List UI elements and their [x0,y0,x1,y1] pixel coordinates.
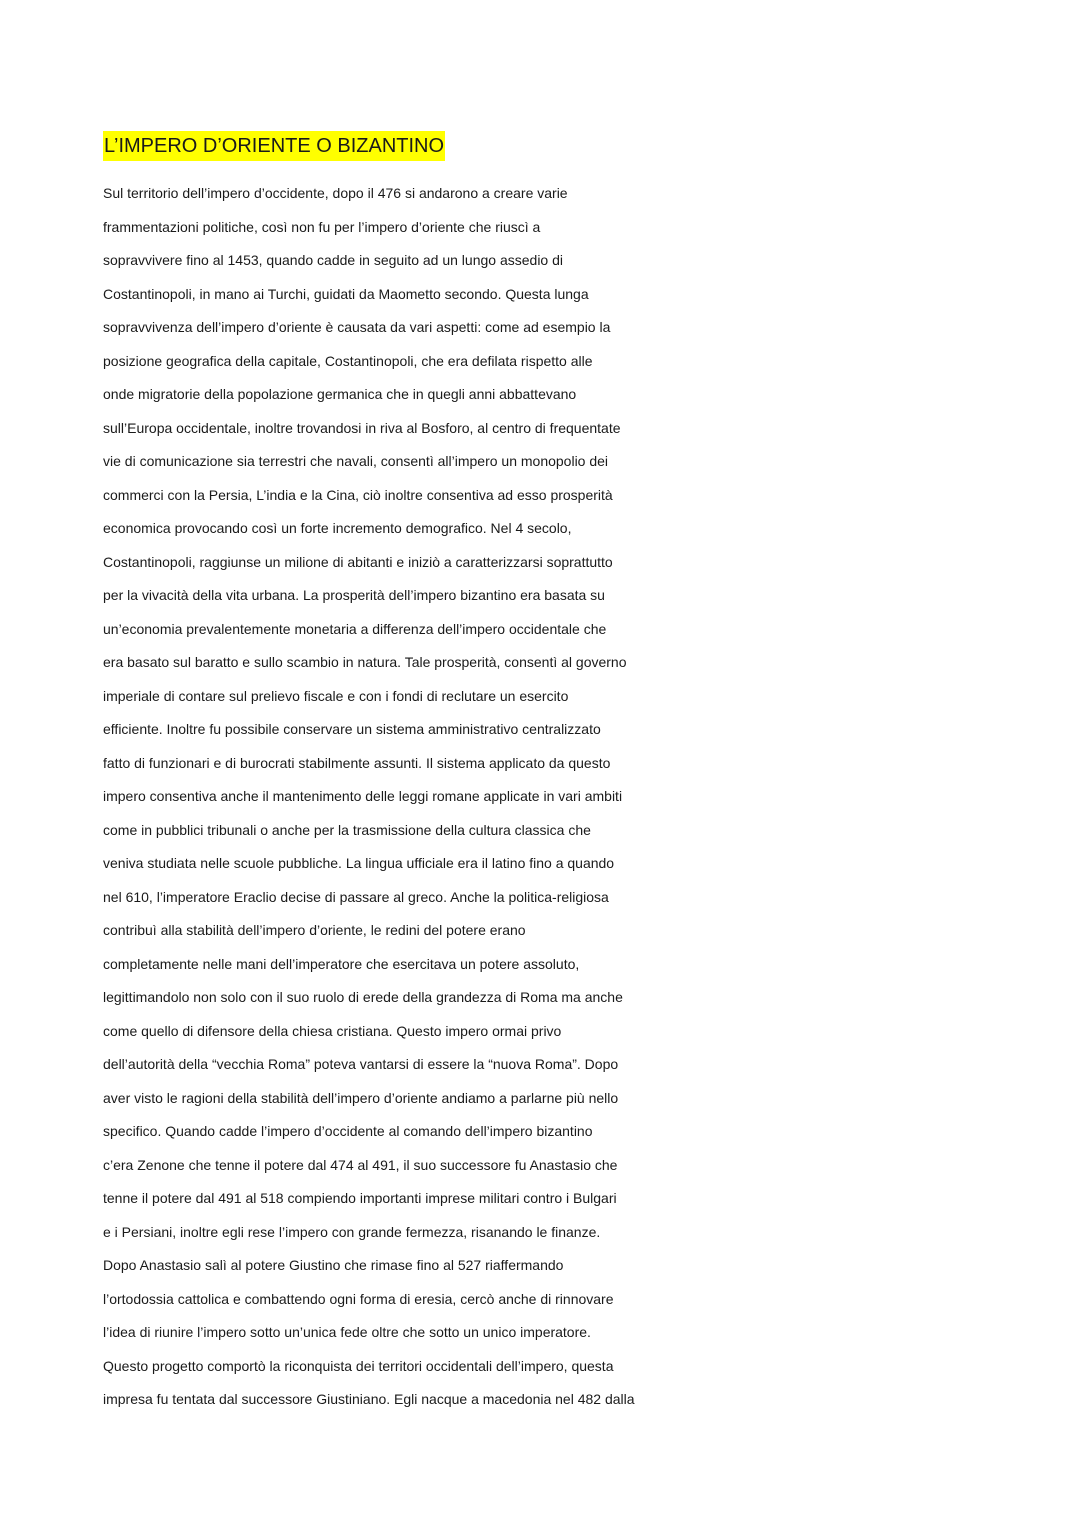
body-line: impero consentiva anche il mantenimento delle leggi romane applicate in vari ambiti [103,788,623,804]
document-title: L’IMPERO D’ORIENTE O BIZANTINO [103,131,445,161]
body-line: efficiente. Inoltre fu possibile conservare un sistema amministrativo centralizzato [103,721,601,737]
body-line: posizione geografica della capitale, Costantinopoli, che era defilata rispetto alle [103,352,593,369]
body-line: completamente nelle mani dell’imperatore che esercitava un potere assoluto, [103,955,580,972]
body-line: sopravvivenza dell’impero d’oriente è causata da vari aspetti: come ad esempio la [103,319,611,335]
body-line: economica provocando così un forte incremento demografico. Nel 4 secolo, [103,520,572,536]
body-line: vie di comunicazione sia terrestri che navali, consentì all’impero un monopolio dei [103,453,609,469]
body-line: come quello di difensore della chiesa cristiana. Questo impero ormai privo [103,1022,562,1039]
body-line: imperiale di contare sul prelievo fiscale e con i fondi di reclutare un esercito [103,687,569,704]
body-line: Costantinopoli, raggiunse un milione di abitanti e iniziò a caratterizzarsi soprattutto [103,553,613,570]
body-line: c’era Zenone che tenne il potere dal 474 al 491, il suo successore fu Anastasio che [103,1156,618,1173]
body-line: specifico. Quando cadde l’impero d’occidente al comando dell’impero bizantino [103,1123,593,1139]
body-line: Sul territorio dell’impero d’occidente, dopo il 476 si andarono a creare varie [103,185,568,201]
body-line: veniva studiata nelle scuole pubbliche. La lingua ufficiale era il latino fino a quando [103,855,615,871]
body-line: l’idea di riunire l’impero sotto un’unica fede oltre che sotto un unico imperatore. [103,1324,591,1340]
document-body [103,177,983,1417]
body-line: tenne il potere dal 491 al 518 compiendo importanti imprese militari contro i Bulgari [103,1190,617,1206]
body-line: impresa fu tentata dal successore Giustiniano. Egli nacque a macedonia nel 482 dalla [103,1391,635,1407]
body-line: e i Persiani, inoltre egli rese l’impero con grande fermezza, risanando le finanze. [103,1223,601,1240]
body-line: Questo progetto comportò la riconquista dei territori occidentali dell’impero, questa [103,1357,614,1374]
body-line: fatto di funzionari e di burocrati stabilmente assunti. Il sistema applicato da questo [103,754,611,771]
body-line: nel 610, l’imperatore Eraclio decise di passare al greco. Anche la politica-religiosa [103,888,609,905]
body-line: sopravvivere fino al 1453, quando cadde in seguito ad un lungo assedio di [103,252,563,268]
body-line: per la vivacità della vita urbana. La prosperità dell’impero bizantino era basata su [103,587,605,603]
body-line: Dopo Anastasio salì al potere Giustino che rimase fino al 527 riaffermando [103,1257,564,1273]
body-line: sull’Europa occidentale, inoltre trovandosi in riva al Bosforo, al centro di frequentate [103,419,621,436]
body-line: contribuì alla stabilità dell’impero d’oriente, le redini del potere erano [103,922,526,938]
body-line: come in pubblici tribunali o anche per la trasmissione della cultura classica che [103,821,591,838]
body-line: era basato sul baratto e sullo scambio in natura. Tale prosperità, consentì al governo [103,654,627,670]
body-line: aver visto le ragioni della stabilità dell’impero d’oriente andiamo a parlarne più nello [103,1089,619,1106]
body-line: legittimandolo non solo con il suo ruolo di erede della grandezza di Roma ma anche [103,989,623,1005]
body-line: onde migratorie della popolazione germanica che in quegli anni abbattevano [103,386,577,402]
body-line: frammentazioni politiche, così non fu per l’impero d’oriente che riuscì a [103,218,541,235]
body-line: Costantinopoli, in mano ai Turchi, guidati da Maometto secondo. Questa lunga [103,285,589,302]
body-line: l’ortodossia cattolica e combattendo ogni forma di eresia, cercò anche di rinnovare [103,1290,614,1307]
body-line: commerci con la Persia, L’india e la Cina, ciò inoltre consentiva ad esso prosperità [103,486,613,503]
body-line: un’economia prevalentemente monetaria a differenza dell’impero occidentale che [103,620,607,637]
body-line: dell’autorità della “vecchia Roma” poteva vantarsi di essere la “nuova Roma”. Dopo [103,1056,619,1072]
